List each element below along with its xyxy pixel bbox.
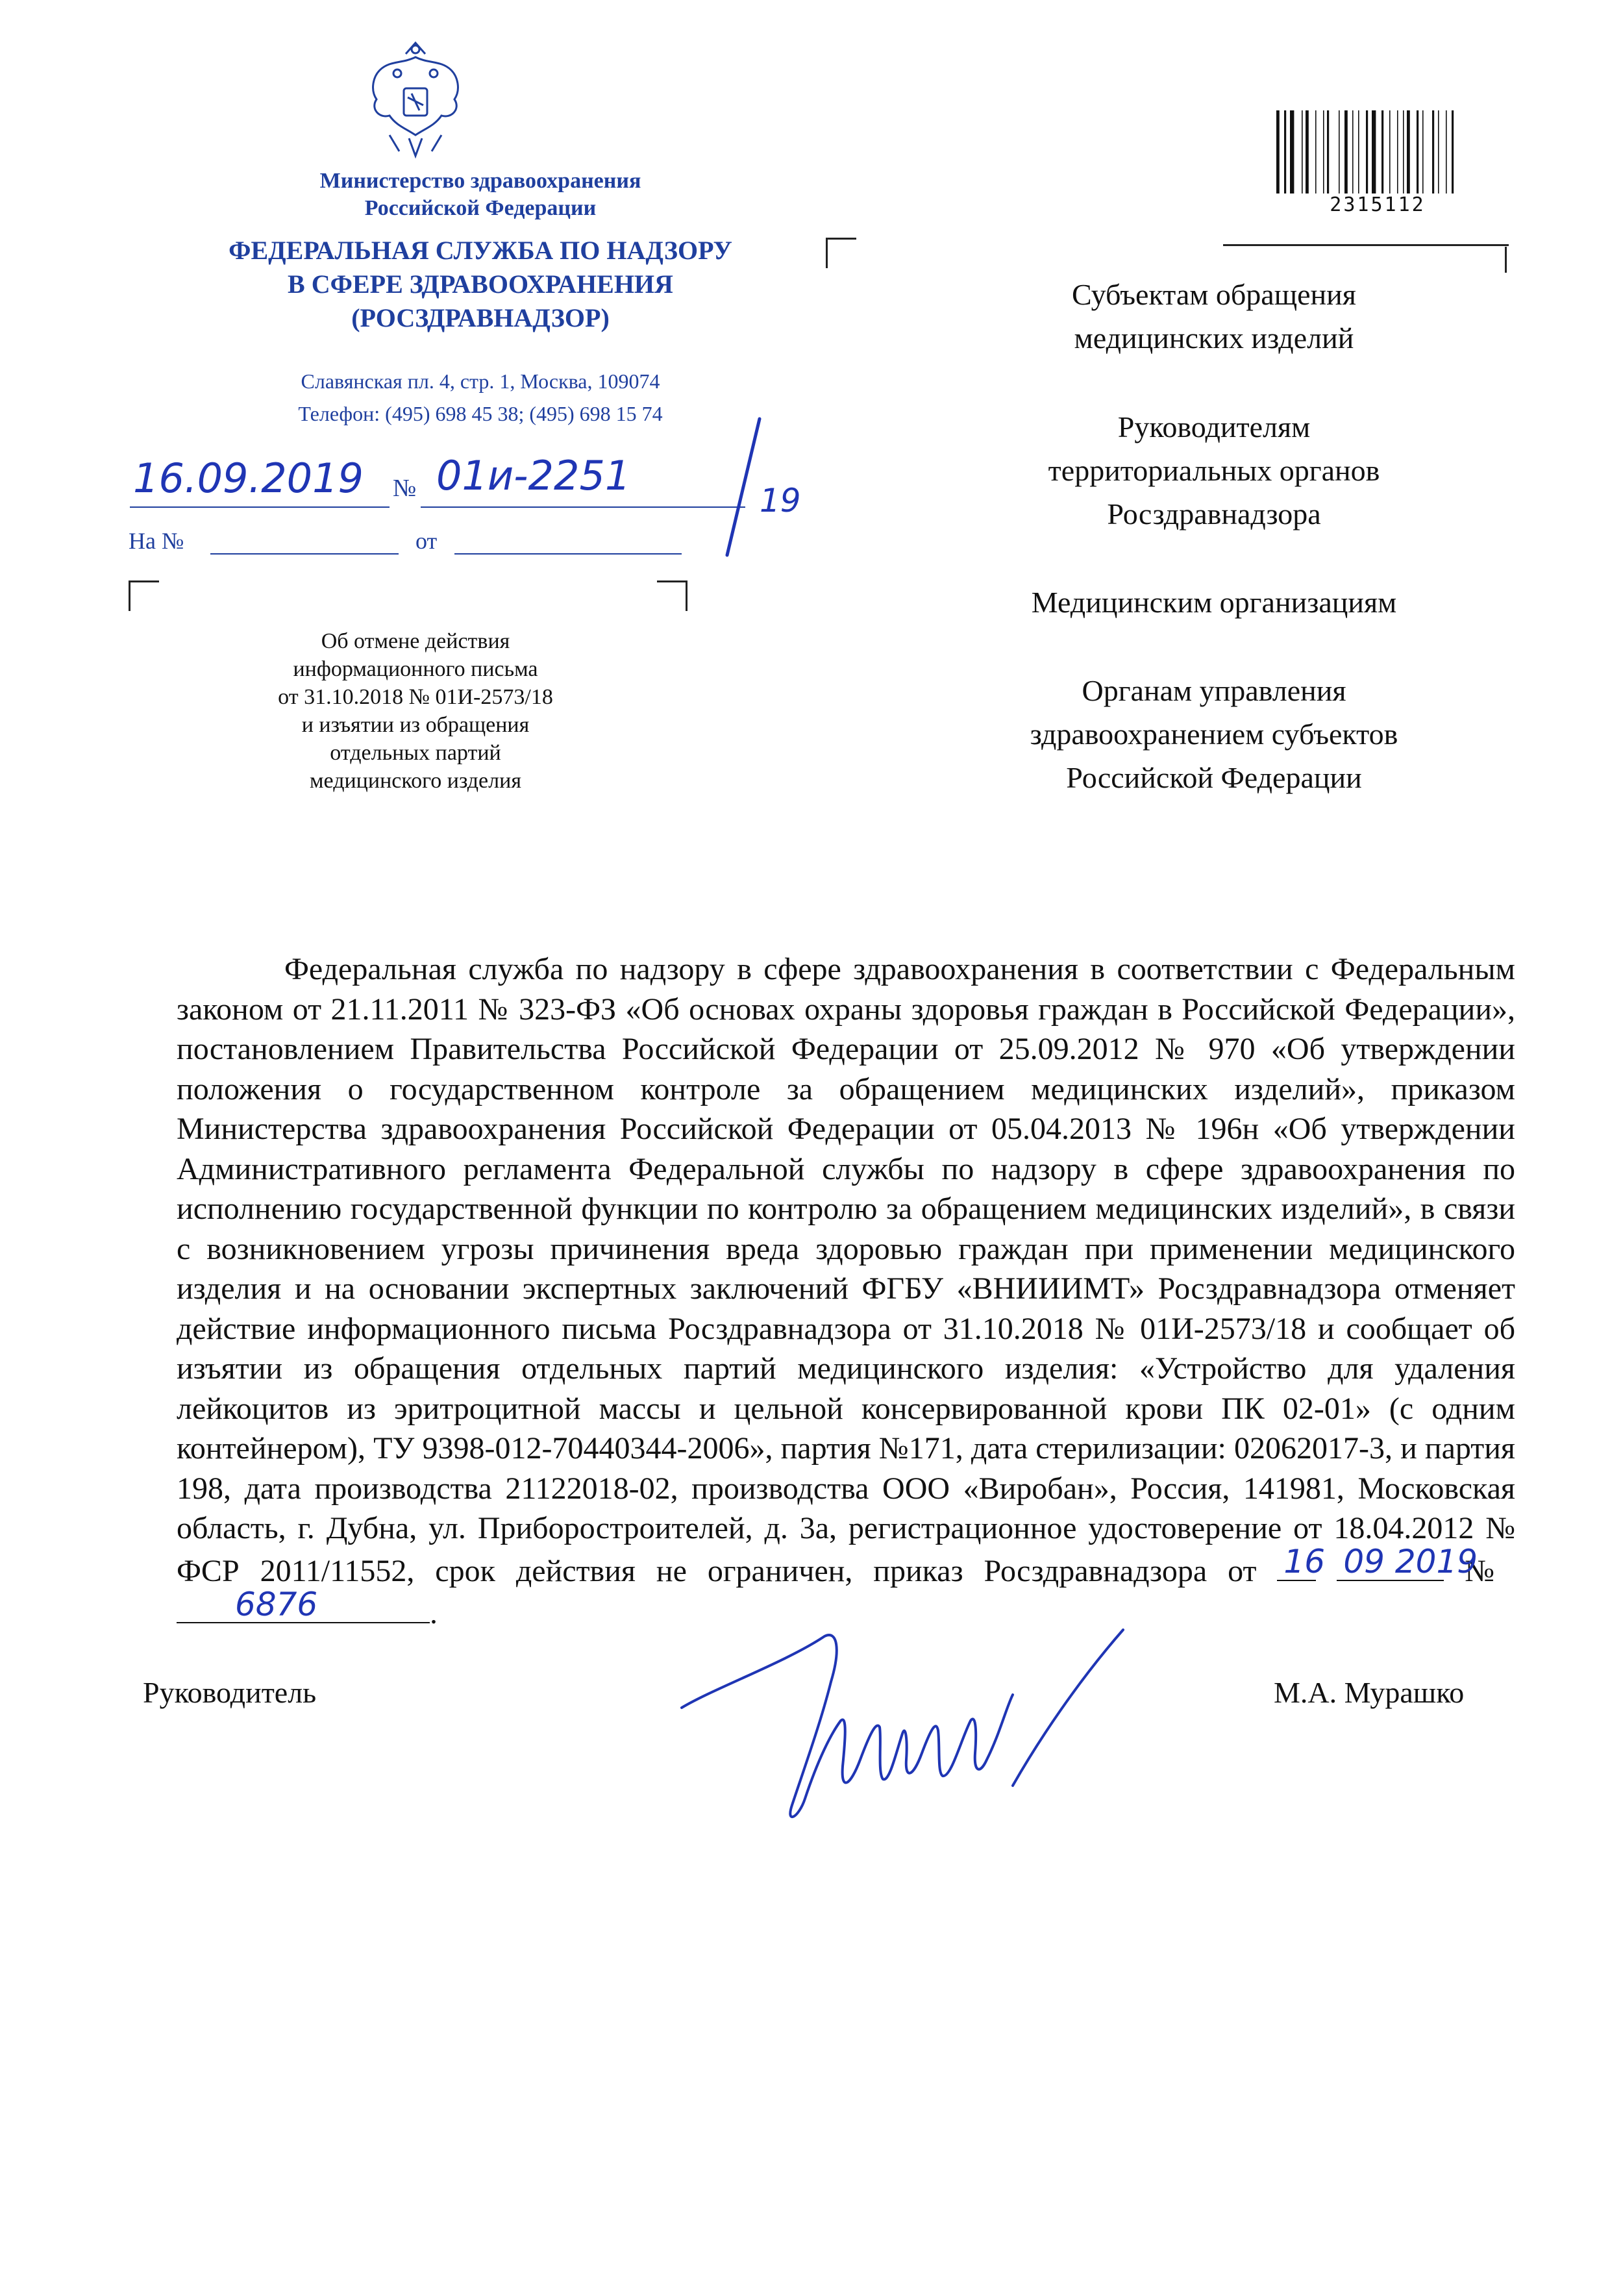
coat-of-arms-icon [351,38,480,161]
barcode-bar [1407,110,1410,193]
addressee-line: Медицинским организациям [1031,586,1397,619]
subject-line: от 31.10.2018 № 01И-2573/18 [278,685,553,709]
registration-date-line [130,506,390,508]
order-day-field [1277,1543,1326,1581]
registration-number: 01и-2251 [436,452,631,499]
barcode-bar [1452,110,1454,193]
addressee-block [928,273,1500,360]
order-month-year: 09 2019 [1343,1543,1478,1580]
reply-to-label: На № [129,528,184,554]
service-line-1: ФЕДЕРАЛЬНАЯ СЛУЖБА ПО НАДЗОРУ [229,236,732,265]
registration-date: 16.09.2019 [133,455,364,502]
service-name [130,234,831,335]
barcode-bar [1432,110,1434,193]
barcode-bar [1417,110,1418,193]
barcode-bar [1438,110,1439,193]
service-line-2: В СФЕРЕ ЗДРАВООХРАНЕНИЯ [288,269,673,299]
addressee-line: территориальных органов [1048,454,1380,487]
barcode-bar [1403,110,1404,193]
bracket-line [1223,238,1509,246]
barcode-bar [1276,110,1280,193]
reply-from-label: от [415,528,438,554]
addressee-block [928,580,1500,624]
body-end: . [430,1596,438,1630]
barcode-bar [1366,110,1368,193]
order-no-label: № [1465,1553,1508,1588]
addressee-block [928,405,1500,536]
barcode-bar [1422,110,1424,193]
bracket-corner [1505,247,1507,273]
subject-line: Об отмене действия [321,629,510,653]
barcode-bar [1339,110,1340,193]
signer-title: Руководитель [143,1676,317,1709]
barcode-bar [1302,110,1303,193]
order-number-field [177,1585,430,1623]
registration-number-line [421,506,745,508]
barcode-bar [1389,110,1391,193]
addressee-line: Руководителям [1117,410,1311,443]
bracket-corner [826,238,856,268]
ministry-line-2: Российской Федерации [364,196,597,220]
barcode-number: 2315112 [1330,193,1426,216]
reply-from-line [454,553,682,555]
addressee-line: Органам управления [1082,674,1346,707]
subject [195,627,636,795]
letter-body [177,949,1515,1634]
signer-name: М.А. Мурашко [1274,1676,1465,1709]
bracket-corner [657,580,687,611]
subject-line: и изъятии из обращения [301,713,530,737]
addressee-line: Субъектам обращения [1072,278,1356,311]
barcode-bar [1290,110,1294,193]
registration-no-label: № [393,475,417,502]
order-day: 16 [1283,1543,1326,1580]
barcode-bar [1397,110,1398,193]
barcode-bar [1344,110,1348,193]
subject-line: информационного письма [293,657,538,681]
subject-line: отдельных партий [330,741,501,765]
addressee-line: медицинских изделий [1074,321,1354,355]
ministry-name [130,168,831,222]
barcode-bar [1372,110,1376,193]
subject-line: медицинского изделия [310,769,521,793]
addressee-line: здравоохранением субъектов [1030,718,1398,751]
barcode-bar [1323,110,1324,193]
addressee-line: Российской Федерации [1066,761,1362,794]
barcode-bar [1315,110,1317,193]
barcode-bar [1327,110,1329,193]
registration-suffix: 19 [760,482,801,519]
bracket-corner [129,580,159,611]
service-line-3: (РОСЗДРАВНАДЗОР) [351,303,610,332]
addressee-line: Росздравнадзора [1107,497,1321,530]
barcode-bar [1446,110,1447,193]
body-text: Федеральная служба по надзору в сфере здравоохранения в соответствии с Федеральным законом от 21.11.2011 № 323-ФЗ «Об основах охраны здоровья граждан в Российской Федерации», постановлением Правительства Российской Федерации от 25.09.2012 № 970 «Об утверждении положения о государственном контроле за обращением медицинских изделий», приказом Министерства здравоохранения Российской Федерации от 05.04.2013 № 196н «Об утверждении Административного регламента Федеральной службы по надзору в сфере здравоохранения по исполнению государственной функции по контролю за обращением медицинских изделий», в связи с возникновением угрозы причинения вреда здоровью граждан при применении медицинского изделия и на основании экспертных заключений ФГБУ «ВНИИИМТ» Росздравнадзора отменяет действие информационного письма Росздравнадзора от 31.10.2018 № 01И-2573/18 и сообщает об изъятии из обращения отдельных партий медицинского изделия: «Устройство для удаления лейкоцитов из эритроцитной массы и цельной консервированной крови ПК 02-01» (с одним контейнером), ТУ 9398-012-70440344-2006», партия №171, дата стерилизации: 02062017-3, и партия 198, дата производства 21122018-02, производства ООО «Виробан», Россия, 141981, Московская область, г. Дубна, ул. Приборостроителей, д. 3а, регистрационное удостоверение от 18.04.2012 № ФСР 2011/11552, срок действия не ограничен, приказ Росздравнадзора от [177,952,1515,1588]
address: Славянская пл. 4, стр. 1, Москва, 109074 [301,369,660,393]
barcode-bar [1306,110,1309,193]
order-number: 6876 [235,1585,318,1623]
barcode-bar [1284,110,1286,193]
barcode-bar [1381,110,1383,193]
ministry-line-1: Министерство здравоохранения [319,169,641,193]
phone: Телефон: (495) 698 45 38; (495) 698 15 74 [298,402,663,425]
reply-to-line [210,553,399,555]
order-date-field [1337,1543,1478,1581]
barcode-bar [1352,110,1354,193]
barcode-icon [1274,110,1481,195]
barcode-bar [1358,110,1359,193]
signature-icon [675,1610,1143,1857]
addressee-block [928,669,1500,799]
